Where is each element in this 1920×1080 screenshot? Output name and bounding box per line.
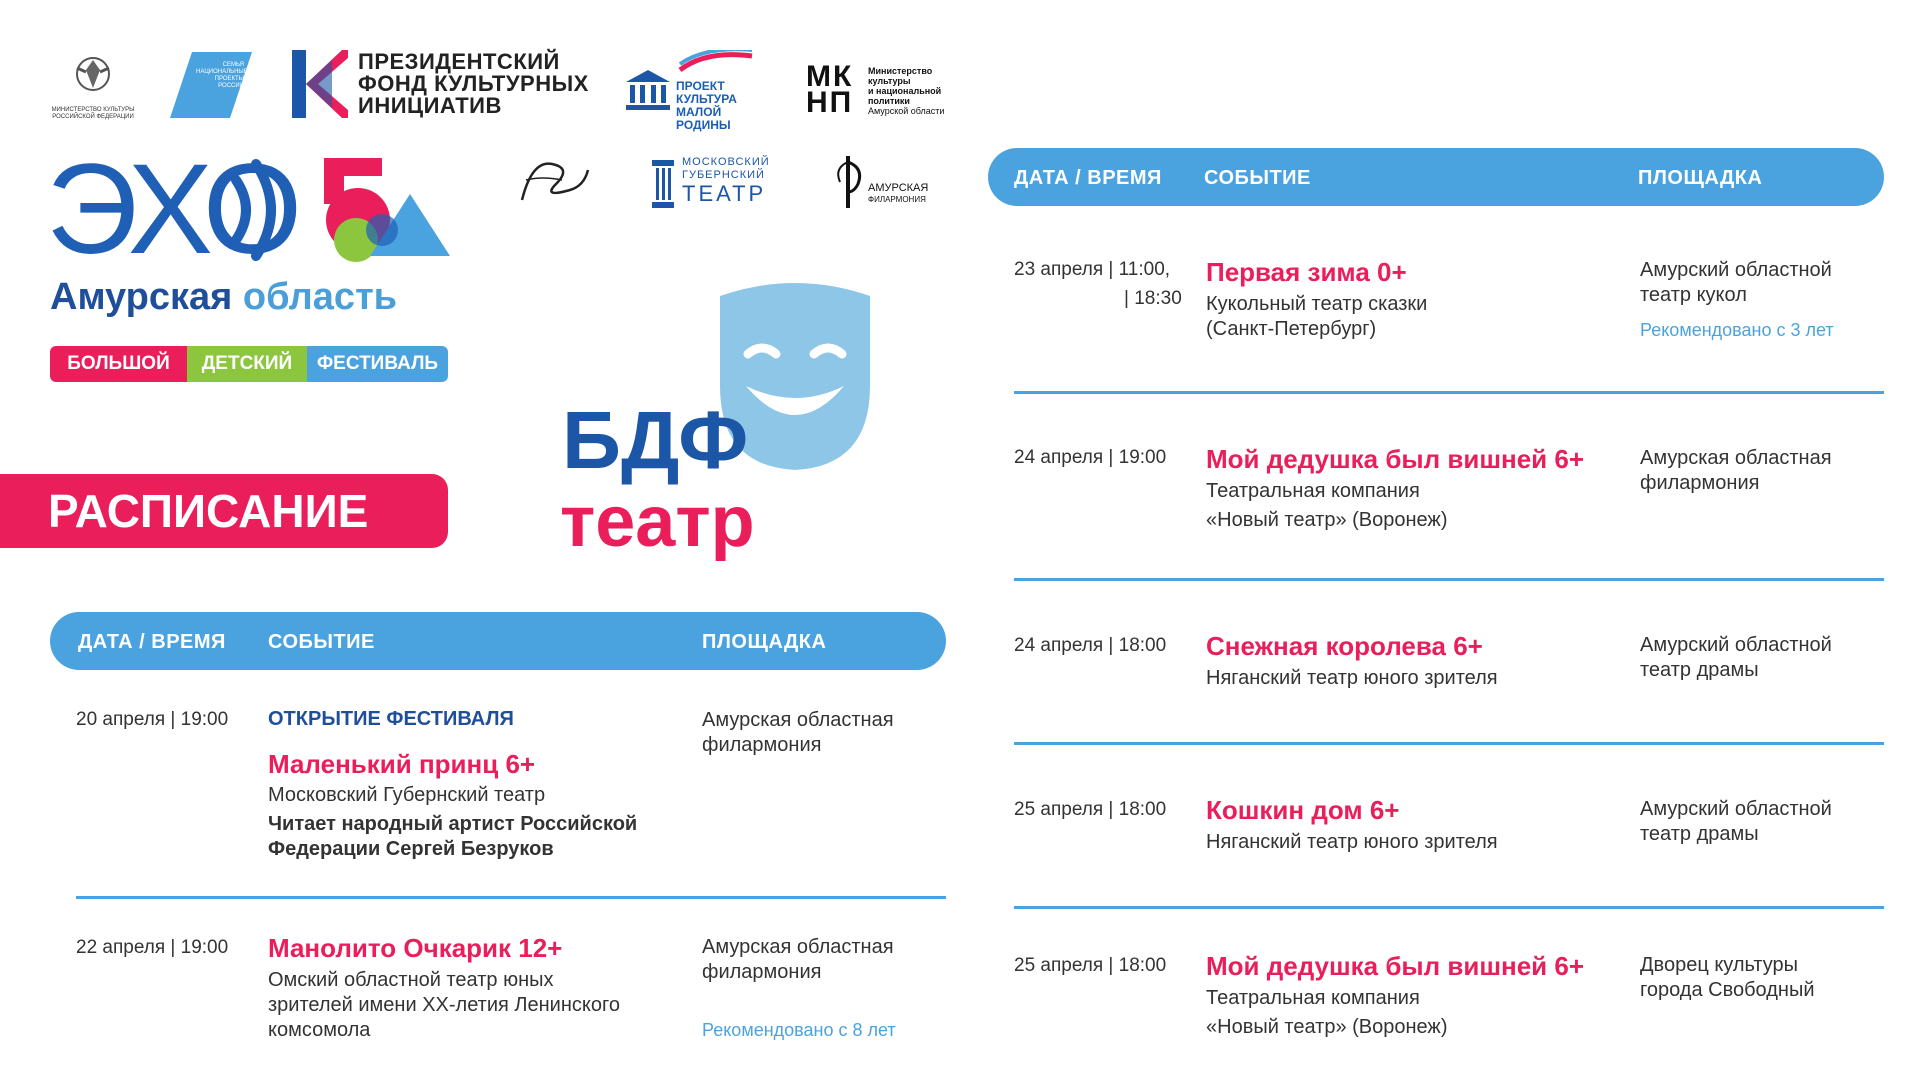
right-ev1-date1: 23 апреля | 11:00, xyxy=(1014,259,1171,280)
right-ev3-venue2: театр драмы xyxy=(1640,659,1759,681)
right-ev1-title: Первая зима 0+ xyxy=(1206,257,1407,287)
right-separator-4 xyxy=(1014,906,1884,909)
mknp-logo xyxy=(806,60,956,124)
left-ev1-note1: Читает народный артист Российской xyxy=(268,813,638,835)
left-ev1-note2: Федерации Сергей Безруков xyxy=(268,838,554,860)
region-title xyxy=(50,276,397,319)
right-ev3-title: Снежная королева 6+ xyxy=(1206,631,1483,661)
right-table-header xyxy=(988,148,1884,206)
right-ev1-date2: | 18:30 xyxy=(1124,288,1182,309)
festival-bar xyxy=(50,346,448,382)
mknp-small3: и национальной xyxy=(868,86,942,96)
left-head-date: ДАТА / ВРЕМЯ xyxy=(78,631,226,653)
pfki-logo xyxy=(292,50,602,120)
region-part2: область xyxy=(242,276,398,318)
schedule-title: РАСПИСАНИЕ xyxy=(0,474,448,548)
mknp-small1: Министерство xyxy=(868,66,933,76)
mknp-small5: Амурской области xyxy=(868,106,945,116)
kmr-line1: ПРОЕКТ xyxy=(676,79,725,93)
left-head-venue: ПЛОЩАДКА xyxy=(702,631,827,653)
natproject-caption: СЕМЬЯ НАЦИОНАЛЬНЫЕ ПРОЕКТЫ РОССИИ xyxy=(196,62,248,89)
mknp-big2: НП xyxy=(806,86,854,119)
pfki-line1: ПРЕЗИДЕНТСКИЙ xyxy=(358,49,560,74)
left-ev1-venue2: филармония xyxy=(702,734,822,756)
right-ev2-sub1: Театральная компания xyxy=(1206,480,1420,502)
right-ev5-sub1: Театральная компания xyxy=(1206,987,1420,1009)
eagle-emblem-icon xyxy=(48,50,138,102)
left-ev2-venue2: филармония xyxy=(702,961,822,983)
right-ev1-sub1: Кукольный театр сказки xyxy=(1206,293,1428,315)
left-ev1-date: 20 апреля | 19:00 xyxy=(76,709,229,730)
afil-line2: ФИЛАРМОНИЯ xyxy=(868,195,926,204)
museum-building-icon xyxy=(626,70,670,110)
left-ev1-sub: Московский Губернский театр xyxy=(268,784,546,806)
right-ev5-sub2: «Новый театр» (Воронеж) xyxy=(1206,1016,1448,1038)
kmr-line2: КУЛЬТУРА xyxy=(676,92,737,106)
fond-bezrukova-caption xyxy=(512,220,513,221)
right-ev4-date: 25 апреля | 18:00 xyxy=(1014,799,1167,820)
mgt-line2: ГУБЕРНСКИЙ xyxy=(682,169,765,181)
pfki-k-icon xyxy=(292,50,348,118)
left-ev2-sub2: зрителей имени XX-летия Ленинского xyxy=(268,994,620,1016)
mknp-small4: политики xyxy=(868,96,910,106)
right-head-venue: ПЛОЩАДКА xyxy=(1638,167,1763,189)
natproject-logo xyxy=(170,52,252,118)
signature-scribble-icon xyxy=(512,150,592,214)
left-ev2-sub3: комсомола xyxy=(268,1019,371,1041)
right-head-date: ДАТА / ВРЕМЯ xyxy=(1014,167,1162,189)
left-ev1-title: Маленький принц 6+ xyxy=(268,749,536,779)
right-separator-3 xyxy=(1014,742,1884,745)
right-ev5-venue2: города Свободный xyxy=(1640,979,1815,1001)
right-ev4-venue2: театр драмы xyxy=(1640,823,1759,845)
right-ev5-venue1: Дворец культуры xyxy=(1640,954,1799,976)
mknp-small2: культуры xyxy=(868,76,911,86)
right-separator-2 xyxy=(1014,578,1884,581)
right-ev3-date: 24 апреля | 18:00 xyxy=(1014,635,1167,656)
left-separator xyxy=(76,896,946,899)
right-ev3-venue1: Амурский областной xyxy=(1640,634,1832,656)
left-ev1-opening: ОТКРЫТИЕ ФЕСТИВАЛЯ xyxy=(268,708,514,730)
right-ev1-venue2: театр кукол xyxy=(1640,284,1747,306)
region-part1: Амурская xyxy=(50,276,233,318)
mgt-line1: МОСКОВСКИЙ xyxy=(682,156,770,168)
right-ev2-venue1: Амурская областная xyxy=(1640,447,1832,469)
fond-bezrukova-logo xyxy=(512,150,592,214)
left-ev2-rec: Рекомендовано с 8 лет xyxy=(702,1020,896,1040)
right-ev2-venue2: филармония xyxy=(1640,472,1760,494)
pfki-line2: ФОНД КУЛЬТУРНЫХ xyxy=(358,71,589,96)
left-head-event: СОБЫТИЕ xyxy=(268,631,375,653)
right-head-event: СОБЫТИЕ xyxy=(1204,167,1311,189)
kmr-line3: МАЛОЙ РОДИНЫ xyxy=(676,105,731,132)
pfki-line3: ИНИЦИАТИВ xyxy=(358,93,502,118)
left-ev1-venue1: Амурская областная xyxy=(702,709,894,731)
number-five-shapes-icon xyxy=(310,154,455,274)
left-ev2-venue1: Амурская областная xyxy=(702,936,894,958)
right-ev2-sub2: «Новый театр» (Воронеж) xyxy=(1206,509,1448,531)
right-ev5-date: 25 апреля | 18:00 xyxy=(1014,955,1167,976)
theatre-word: театр xyxy=(560,482,755,562)
harp-icon xyxy=(834,156,864,208)
right-ev4-sub1: Няганский театр юного зрителя xyxy=(1206,831,1498,853)
bar-kids: ДЕТСКИЙ xyxy=(187,346,307,382)
right-ev2-title: Мой дедушка был вишней 6+ xyxy=(1206,444,1585,474)
echo-logo-word: ЭХО xyxy=(46,138,297,281)
mgt-line3: ТЕАТР xyxy=(682,181,767,206)
right-ev2-date: 24 апреля | 19:00 xyxy=(1014,447,1167,468)
mgt-logo xyxy=(650,154,770,210)
right-ev1-sub2: (Санкт-Петербург) xyxy=(1206,318,1377,340)
afil-line1: АМУРСКАЯ xyxy=(868,182,929,194)
ministry-logo xyxy=(48,50,138,118)
ministry-caption: МИНИСТЕРСТВО КУЛЬТУРЫ РОССИЙСКОЙ ФЕДЕРАЦИИ xyxy=(51,107,135,120)
kmr-logo xyxy=(626,50,776,132)
right-ev4-venue1: Амурский областной xyxy=(1640,798,1832,820)
left-ev2-sub1: Омский областной театр юных xyxy=(268,969,554,991)
left-table-header xyxy=(50,612,946,670)
left-ev2-title: Манолито Очкарик 12+ xyxy=(268,933,563,963)
left-ev2-date: 22 апреля | 19:00 xyxy=(76,937,229,958)
amur-philharmonic-logo xyxy=(834,156,944,210)
right-ev1-rec: Рекомендовано с 3 лет xyxy=(1640,320,1834,340)
right-ev3-sub1: Няганский театр юного зрителя xyxy=(1206,667,1498,689)
bar-festival: ФЕСТИВАЛЬ xyxy=(307,346,448,382)
mknp-big1: МК xyxy=(806,60,854,93)
right-separator-1 xyxy=(1014,391,1884,394)
right-ev1-venue1: Амурский областной xyxy=(1640,259,1832,281)
sound-waves-icon xyxy=(226,150,296,270)
right-ev5-title: Мой дедушка был вишней 6+ xyxy=(1206,951,1585,981)
bdf-word: БДФ xyxy=(562,395,749,486)
bar-big: БОЛЬШОЙ xyxy=(50,346,187,382)
column-icon xyxy=(650,160,676,208)
right-ev4-title: Кошкин дом 6+ xyxy=(1206,795,1400,825)
flag-wave-icon xyxy=(676,50,756,74)
